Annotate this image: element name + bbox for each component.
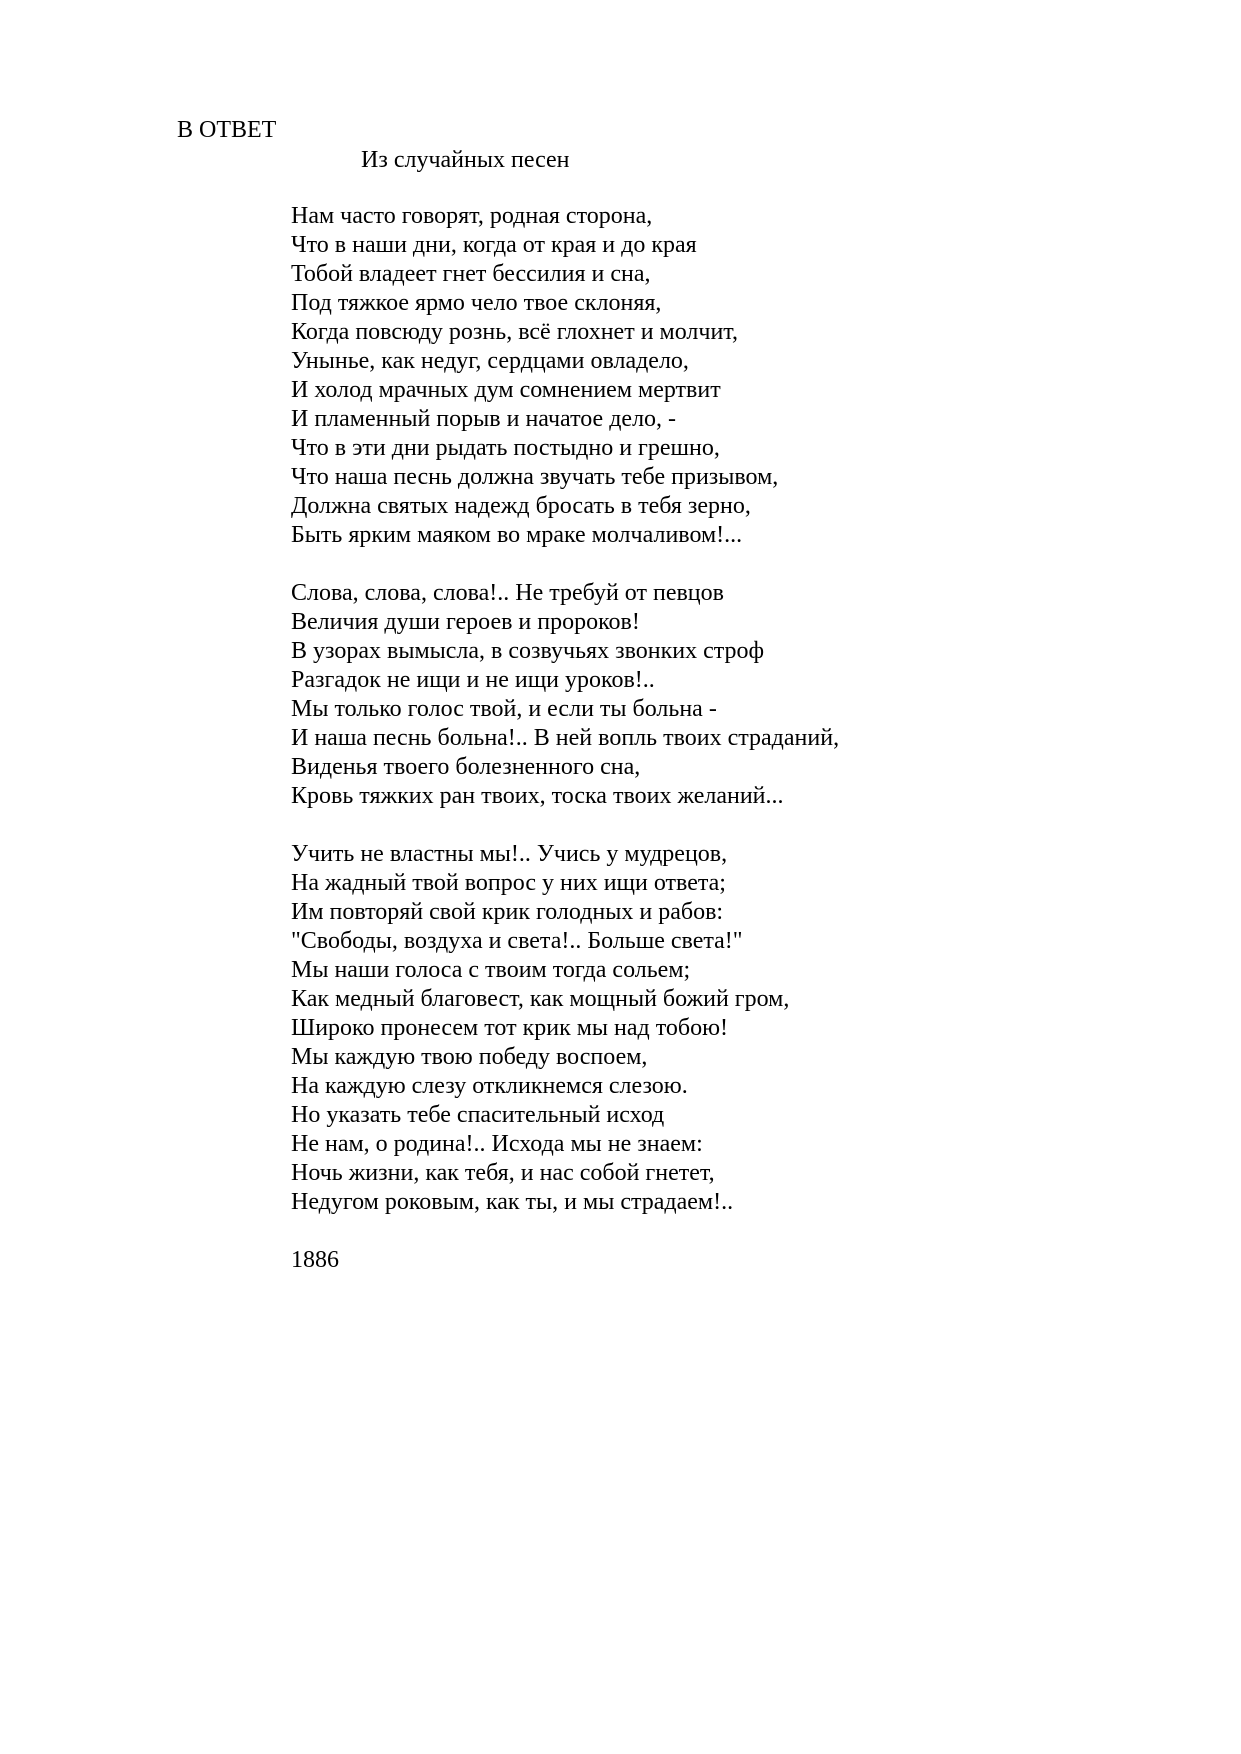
poem-line: Им повторяй свой крик голодных и рабов: <box>291 899 724 925</box>
poem-line: Ночь жизни, как тебя, и нас собой гнетет, <box>291 1160 715 1186</box>
poem-line: Что наша песнь должна звучать тебе призывом, <box>291 464 779 490</box>
poem-line: Широко пронесем тот крик мы над тобою! <box>291 1015 729 1041</box>
poem-line: И холод мрачных дум сомнением мертвит <box>291 377 721 403</box>
poem-line: Величия души героев и пророков! <box>291 609 640 635</box>
stanza-1 <box>291 202 839 550</box>
poem-line: Быть ярким маяком во мраке молчаливом!... <box>291 522 743 548</box>
stanza-2 <box>291 579 839 811</box>
poem-line: Нам часто говорят, родная сторона, <box>291 203 653 229</box>
poem-year: 1886 <box>291 1247 339 1273</box>
poem-line: Как медный благовест, как мощный божий гром, <box>291 986 790 1012</box>
poem-line: Что в эти дни рыдать постыдно и грешно, <box>291 435 720 461</box>
poem-line: Что в наши дни, когда от края и до края <box>291 232 697 258</box>
poem-line: И пламенный порыв и начатое дело, - <box>291 406 677 432</box>
poem-line: Мы наши голоса с твоим тогда сольем; <box>291 957 691 983</box>
poem-line: Учить не властны мы!.. Учись у мудрецов, <box>291 841 728 867</box>
poem-line: Недугом роковым, как ты, и мы страдаем!.. <box>291 1189 734 1215</box>
poem-line: Но указать тебе спасительный исход <box>291 1102 665 1128</box>
poem-line: Не нам, о родина!.. Исхода мы не знаем: <box>291 1131 703 1157</box>
poem-line: В узорах вымысла, в созвучьях звонких строф <box>291 638 765 664</box>
poem-line: Виденья твоего болезненного сна, <box>291 754 641 780</box>
poem-line: На каждую слезу откликнемся слезою. <box>291 1073 688 1099</box>
poem-line: Под тяжкое ярмо чело твое склоняя, <box>291 290 662 316</box>
poem-line: Тобой владеет гнет бессилия и сна, <box>291 261 651 287</box>
poem-line: Когда повсюду рознь, всё глохнет и молчит, <box>291 319 738 345</box>
poem-body <box>291 202 839 1275</box>
poem-line: "Свободы, воздуха и света!.. Больше света!" <box>291 928 743 954</box>
poem-line: Мы каждую твою победу воспоем, <box>291 1044 648 1070</box>
poem-title: В ОТВЕТ <box>177 117 277 143</box>
poem-line: И наша песнь больна!.. В ней вопль твоих страданий, <box>291 725 840 751</box>
poem-line: Разгадок не ищи и не ищи уроков!.. <box>291 667 655 693</box>
poem-line: Унынье, как недуг, сердцами овладело, <box>291 348 689 374</box>
poem-subtitle: Из случайных песен <box>361 147 570 173</box>
poem-line: Слова, слова, слова!.. Не требуй от певцов <box>291 580 724 606</box>
poem-line: На жадный твой вопрос у них ищи ответа; <box>291 870 726 896</box>
stanza-3 <box>291 840 839 1217</box>
poem-line: Кровь тяжких ран твоих, тоска твоих желаний... <box>291 783 784 809</box>
poem-line: Мы только голос твой, и если ты больна - <box>291 696 717 722</box>
poem-line: Должна святых надежд бросать в тебя зерно, <box>291 493 751 519</box>
